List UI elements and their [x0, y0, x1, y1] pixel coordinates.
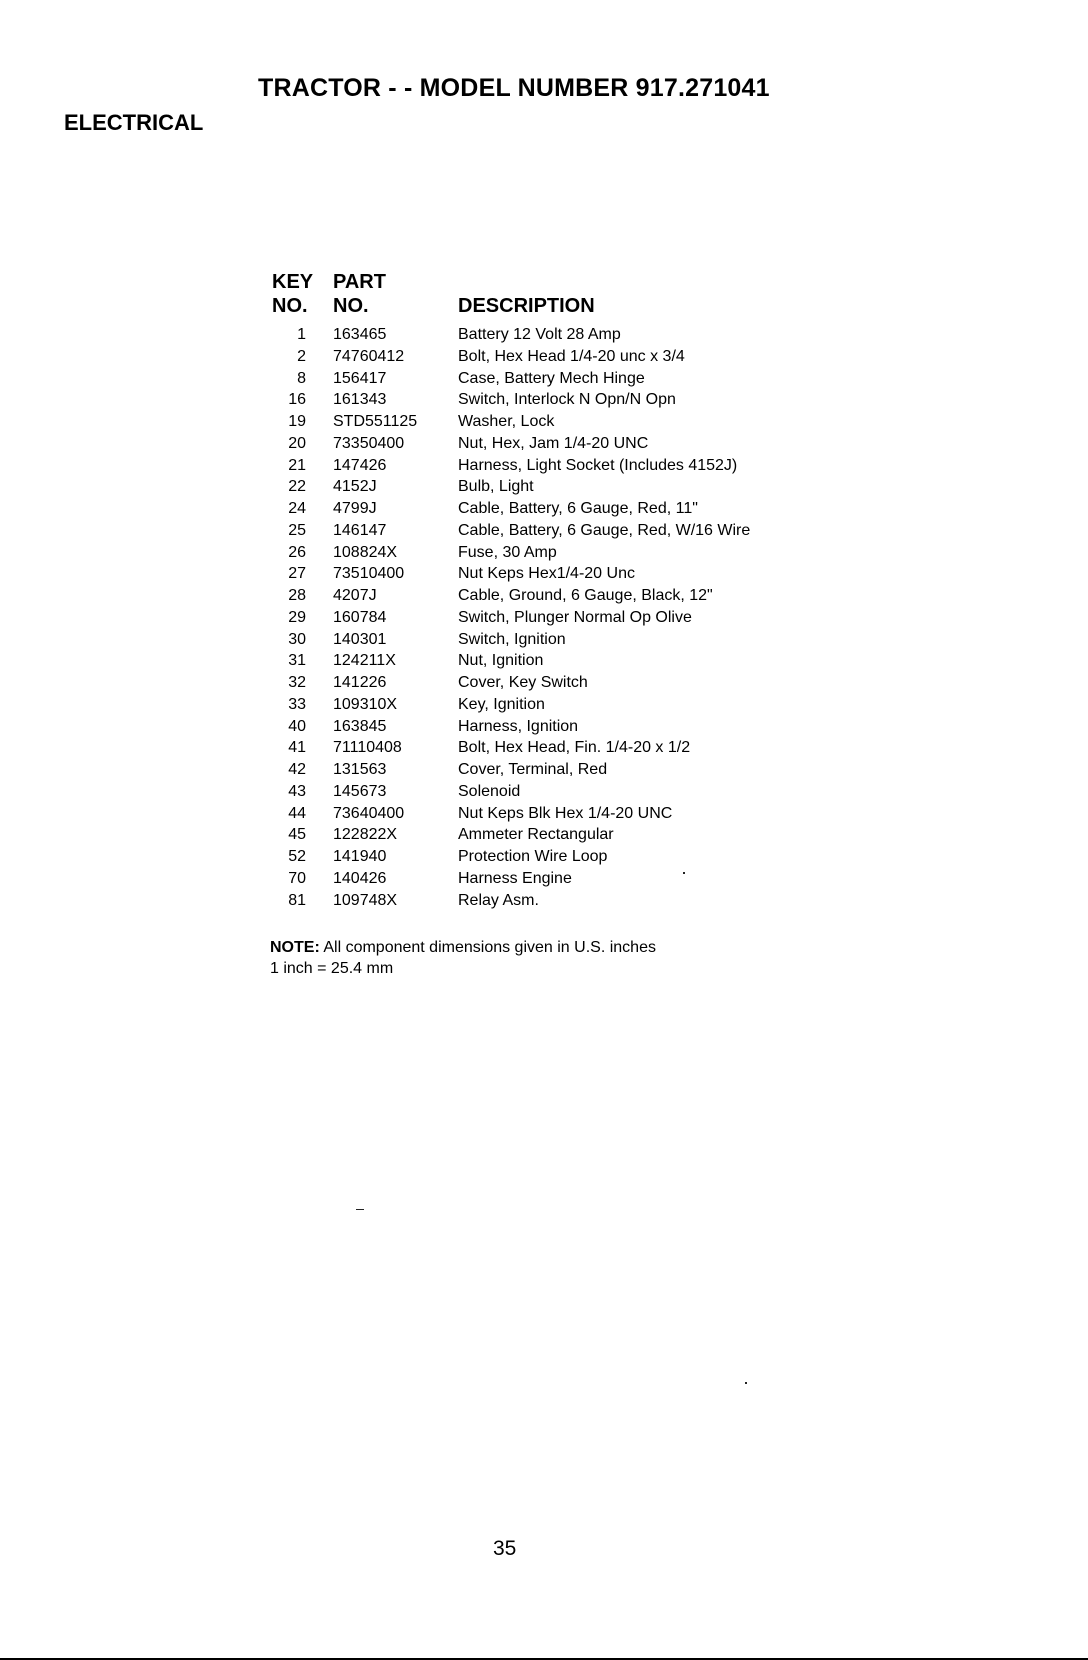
part-description: Switch, Plunger Normal Op Olive: [458, 608, 692, 626]
part-description: Cable, Ground, 6 Gauge, Black, 12": [458, 587, 713, 604]
page-title: TRACTOR - - MODEL NUMBER 917.271041: [258, 74, 770, 102]
parts-row: [0, 585, 1088, 607]
key-number: 26: [288, 543, 306, 561]
part-description: Ammeter Rectangular: [458, 826, 614, 844]
parts-row: [0, 411, 1088, 433]
part-number: 146147: [333, 521, 387, 539]
part-number: STD551125: [333, 413, 418, 430]
parts-row: [0, 455, 1088, 477]
key-number: 44: [288, 804, 306, 822]
part-number: 73640400: [333, 804, 405, 822]
part-number: 145673: [333, 782, 387, 800]
column-header-key-line2: NO.: [272, 295, 308, 317]
part-number: 140301: [333, 630, 387, 648]
parts-row: [0, 629, 1088, 651]
part-number: 4152J: [333, 478, 377, 496]
parts-row: [0, 846, 1088, 868]
key-number: 29: [288, 608, 306, 626]
key-number: 43: [288, 782, 306, 800]
scan-speck: [356, 1209, 364, 1210]
part-number: 131563: [333, 761, 387, 778]
key-number: 24: [288, 500, 306, 517]
part-description: Case, Battery Mech Hinge: [458, 369, 645, 387]
part-description: Harness Engine: [458, 869, 572, 887]
note-label: NOTE:: [270, 939, 320, 956]
section-title: ELECTRICAL: [64, 110, 204, 135]
key-number: 28: [288, 587, 306, 604]
key-number: 8: [297, 369, 306, 387]
part-number: 140426: [333, 869, 387, 887]
part-description: Protection Wire Loop: [458, 848, 608, 865]
parts-row: [0, 868, 1088, 890]
note-text: All component dimensions given in U.S. inches: [319, 939, 656, 956]
part-number: 73510400: [333, 565, 405, 583]
part-description: Cable, Battery, 6 Gauge, Red, W/16 Wire: [458, 521, 751, 539]
part-number: 160784: [333, 608, 387, 626]
parts-row: [0, 607, 1088, 629]
part-number: 156417: [333, 369, 387, 387]
parts-row: [0, 498, 1088, 520]
parts-row: [0, 389, 1088, 411]
part-description: Harness, Light Socket (Includes 4152J): [458, 456, 738, 474]
key-number: 52: [288, 848, 306, 865]
parts-row: [0, 542, 1088, 564]
part-description: Nut Keps Hex1/4-20 Unc: [458, 565, 635, 583]
part-number: 122822X: [333, 826, 398, 844]
parts-row: [0, 433, 1088, 455]
part-description: Nut Keps Blk Hex 1/4-20 UNC: [458, 804, 673, 822]
key-number: 42: [288, 761, 306, 778]
key-number: 2: [297, 347, 306, 365]
part-number: 161343: [333, 391, 387, 409]
key-number: 41: [288, 739, 306, 757]
part-description: Harness, Ignition: [458, 717, 579, 735]
column-header-description: DESCRIPTION: [458, 295, 595, 317]
part-description: Switch, Ignition: [458, 630, 566, 648]
parts-row: [0, 563, 1088, 585]
part-number: 4207J: [333, 587, 377, 604]
part-description: Relay Asm.: [458, 891, 539, 909]
key-number: 31: [288, 652, 306, 670]
part-description: Solenoid: [458, 782, 521, 800]
key-number: 20: [288, 434, 306, 452]
part-number: 109310X: [333, 695, 398, 713]
part-description: Cover, Key Switch: [458, 674, 588, 691]
parts-row: [0, 346, 1088, 368]
part-number: 4799J: [333, 500, 377, 517]
key-number: 19: [288, 413, 306, 430]
note: [270, 937, 656, 979]
part-description: Bolt, Hex Head 1/4-20 unc x 3/4: [458, 347, 685, 365]
part-number: 141226: [333, 674, 387, 691]
parts-row: [0, 737, 1088, 759]
key-number: 32: [288, 674, 306, 691]
parts-row: [0, 803, 1088, 825]
key-number: 21: [288, 456, 306, 474]
parts-row: [0, 650, 1088, 672]
part-description: Bulb, Light: [458, 478, 534, 496]
part-description: Bolt, Hex Head, Fin. 1/4-20 x 1/2: [458, 739, 691, 757]
parts-row: [0, 824, 1088, 846]
key-number: 33: [288, 695, 306, 713]
part-description: Battery 12 Volt 28 Amp: [458, 326, 621, 343]
part-description: Washer, Lock: [458, 413, 555, 430]
part-number: 147426: [333, 456, 387, 474]
part-description: Fuse, 30 Amp: [458, 543, 557, 561]
part-description: Nut, Ignition: [458, 652, 544, 670]
part-number: 141940: [333, 848, 387, 865]
scan-speck: [745, 1382, 747, 1384]
key-number: 22: [288, 478, 306, 496]
part-description: Cover, Terminal, Red: [458, 761, 608, 778]
parts-row: [0, 694, 1088, 716]
parts-row: [0, 759, 1088, 781]
key-number: 1: [297, 326, 306, 343]
part-description: Key, Ignition: [458, 695, 545, 713]
parts-row: [0, 368, 1088, 390]
parts-row: [0, 476, 1088, 498]
part-description: Cable, Battery, 6 Gauge, Red, 11": [458, 500, 698, 517]
scan-speck: [683, 872, 685, 874]
part-description: Nut, Hex, Jam 1/4-20 UNC: [458, 434, 649, 452]
column-header-key-line1: KEY: [272, 271, 314, 293]
part-number: 73350400: [333, 434, 405, 452]
part-number: 124211X: [333, 652, 396, 670]
column-header-part-line1: PART: [333, 271, 386, 293]
part-number: 108824X: [333, 543, 398, 561]
key-number: 27: [288, 565, 306, 583]
column-header-part-line2: NO.: [333, 295, 369, 317]
unit-conversion: 1 inch = 25.4 mm: [270, 960, 394, 977]
key-number: 70: [288, 869, 306, 887]
parts-row: [0, 324, 1088, 346]
part-number: 163845: [333, 717, 387, 735]
key-number: 30: [288, 630, 306, 648]
part-number: 163465: [333, 326, 387, 343]
page-number: 35: [493, 1537, 517, 1560]
part-number: 109748X: [333, 891, 398, 909]
parts-row: [0, 716, 1088, 738]
key-number: 40: [288, 717, 306, 735]
key-number: 16: [288, 391, 306, 409]
parts-row: [0, 520, 1088, 542]
part-number: 74760412: [333, 347, 405, 365]
part-description: Switch, Interlock N Opn/N Opn: [458, 391, 676, 409]
parts-row: [0, 781, 1088, 803]
key-number: 45: [288, 826, 306, 844]
parts-list: [0, 324, 1088, 911]
key-number: 25: [288, 521, 306, 539]
parts-row: [0, 672, 1088, 694]
parts-row: [0, 890, 1088, 912]
part-number: 71110408: [333, 739, 402, 757]
key-number: 81: [288, 891, 306, 909]
